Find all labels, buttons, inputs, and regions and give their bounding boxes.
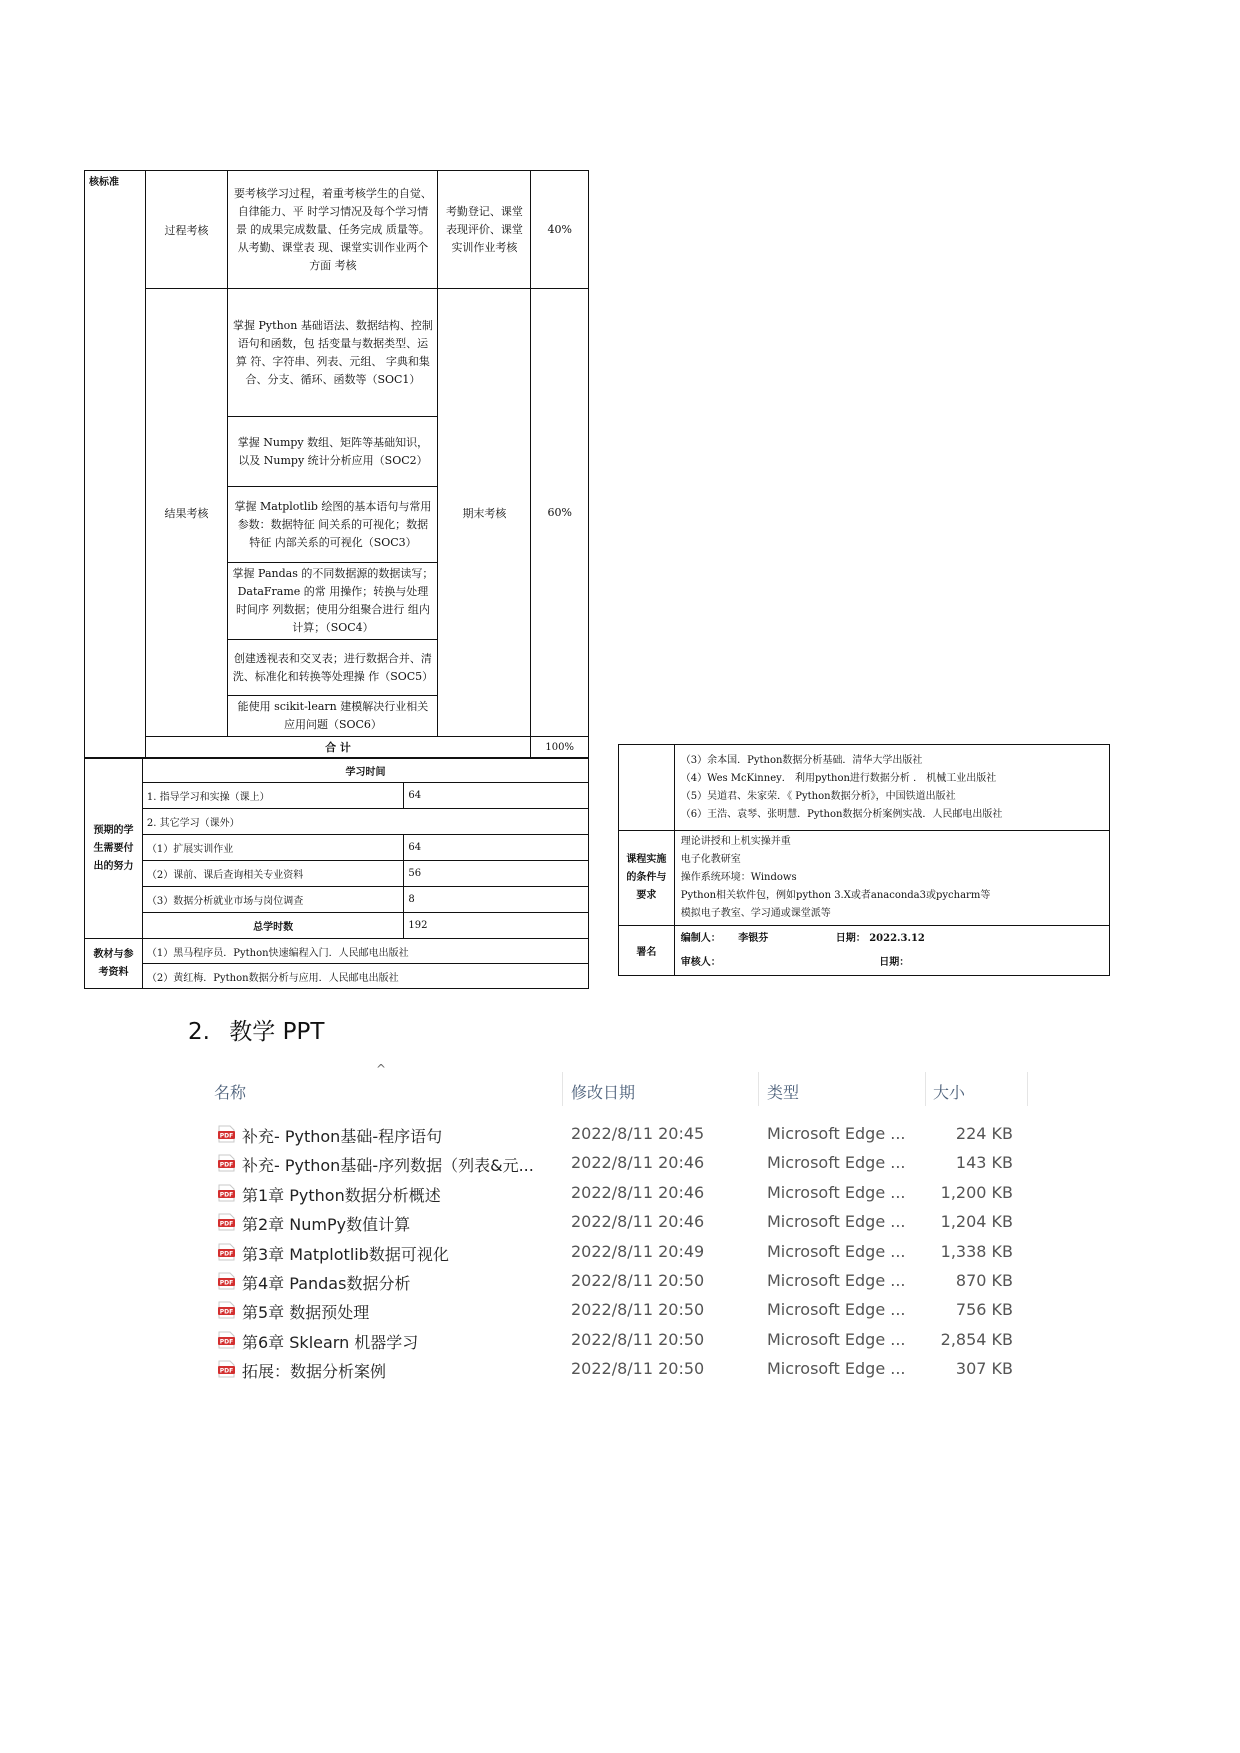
column-header-row bbox=[190, 1060, 1036, 1108]
effort-hours: 64 bbox=[404, 835, 589, 861]
pdf-icon-label: PDF bbox=[219, 1250, 234, 1258]
pdf-file-icon bbox=[218, 1272, 235, 1290]
column-header-size[interactable]: 大小 bbox=[933, 1083, 966, 1102]
file-type: Microsoft Edge ... bbox=[767, 1212, 906, 1232]
sign-label: 署名 bbox=[619, 926, 675, 976]
pdf-file-icon bbox=[218, 1301, 235, 1319]
process-content: 要考核学习过程，着重考核学生的自觉、自律能力、平 时学习情况及每个学习情景 的成果完成数量、任务完成 质量等。从考勤、课堂表 现、课堂实训作业两个方面 考核 bbox=[228, 171, 438, 289]
file-row[interactable] bbox=[190, 1120, 1036, 1149]
file-name: 第6章 Sklearn 机器学习 bbox=[242, 1332, 419, 1352]
file-name: 补充- Python基础-程序语句 bbox=[242, 1127, 443, 1146]
pdf-icon-label: PDF bbox=[219, 1279, 234, 1287]
result-item: 创建透视表和交叉表；进行数据合并、清 洗、标准化和转换等处理操 作（SOC5） bbox=[228, 640, 438, 696]
condition-item: 电子化教研室 bbox=[680, 854, 741, 865]
result-item: 掌握 Python 基础语法、数据结构、控制语句和函数，包 括变量与数据类型、运算 符、字符串、列表、元组、 字典和集合、分支、循环、函数等（SOC1） bbox=[228, 289, 438, 417]
process-label: 过程考核 bbox=[145, 171, 228, 289]
date-value: 2022.3.12 bbox=[869, 932, 925, 944]
column-header-type[interactable]: 类型 bbox=[767, 1083, 800, 1102]
file-row[interactable] bbox=[190, 1149, 1036, 1178]
result-item: 掌握 Numpy 数组、矩阵等基础知识，以及 Numpy 统计分析应用（SOC2） bbox=[228, 417, 438, 487]
file-name: 补充- Python基础-序列数据（列表&元... bbox=[242, 1156, 534, 1176]
condition-item: Python相关软件包，例如python 3.X或者anaconda3或pycharm等 bbox=[680, 890, 991, 901]
column-divider[interactable] bbox=[1027, 1072, 1028, 1106]
condition-item: 理论讲授和上机实操并重 bbox=[680, 836, 791, 847]
references-table bbox=[618, 744, 1110, 976]
materials-label: 教材与参考资料 bbox=[85, 939, 143, 989]
column-header-modified[interactable]: 修改日期 bbox=[571, 1083, 636, 1102]
conditions-label: 课程实施的条件与要求 bbox=[619, 831, 675, 926]
pdf-icon-label: PDF bbox=[219, 1132, 234, 1140]
file-size: 1,338 KB bbox=[940, 1241, 1013, 1261]
sort-ascending-icon: ^ bbox=[376, 1062, 387, 1076]
result-label: 结果考核 bbox=[145, 289, 228, 737]
file-modified: 2022/8/11 20:50 bbox=[571, 1359, 705, 1379]
file-type: Microsoft Edge ... bbox=[767, 1241, 906, 1261]
file-name: 第2章 NumPy数值计算 bbox=[242, 1215, 411, 1235]
material-item: （2）黄红梅．Python数据分析与应用．人民邮电出版社 bbox=[142, 964, 588, 989]
total-label: 合 计 bbox=[145, 737, 531, 758]
file-modified: 2022/8/11 20:45 bbox=[571, 1124, 705, 1143]
file-row[interactable] bbox=[190, 1208, 1036, 1237]
section-heading bbox=[188, 1013, 324, 1046]
author-label: 编制人： bbox=[680, 932, 721, 944]
pdf-icon-label: PDF bbox=[219, 1367, 234, 1375]
assessment-table bbox=[84, 170, 589, 982]
pdf-icon-label: PDF bbox=[219, 1308, 234, 1316]
file-row[interactable] bbox=[190, 1296, 1036, 1325]
file-row[interactable] bbox=[190, 1267, 1036, 1296]
column-divider[interactable] bbox=[758, 1072, 759, 1106]
pdf-icon-label: PDF bbox=[219, 1338, 234, 1346]
file-row[interactable] bbox=[190, 1179, 1036, 1208]
pdf-file-icon bbox=[218, 1154, 235, 1172]
file-type: Microsoft Edge ... bbox=[767, 1153, 906, 1173]
file-size: 1,204 KB bbox=[940, 1212, 1013, 1232]
reference-item: （3）余本国．Python数据分析基础．清华大学出版社 bbox=[680, 754, 923, 766]
column-header-name[interactable]: 名称 bbox=[214, 1083, 247, 1102]
file-type: Microsoft Edge ... bbox=[767, 1182, 906, 1202]
pdf-icon-label: PDF bbox=[219, 1191, 234, 1199]
pdf-file-icon bbox=[218, 1331, 235, 1349]
file-modified: 2022/8/11 20:49 bbox=[571, 1241, 705, 1261]
pdf-icon-label: PDF bbox=[219, 1220, 234, 1228]
reference-item: （5）吴道君、朱家荣．《 Python数据分析》，中国铁道出版社 bbox=[680, 790, 956, 802]
file-name: 第3章 Matplotlib数据可视化 bbox=[242, 1244, 449, 1264]
effort-hours: 8 bbox=[404, 887, 589, 913]
effort-item: （3）数据分析就业市场与岗位调查 bbox=[142, 887, 403, 913]
file-modified: 2022/8/11 20:50 bbox=[571, 1329, 705, 1349]
file-row[interactable] bbox=[190, 1355, 1036, 1384]
file-type: Microsoft Edge ... bbox=[767, 1329, 906, 1349]
column-divider[interactable] bbox=[925, 1072, 926, 1106]
file-size: 1,200 KB bbox=[940, 1182, 1013, 1202]
review-date-label: 日期： bbox=[879, 956, 910, 968]
date-label: 日期： bbox=[835, 932, 866, 944]
file-type: Microsoft Edge ... bbox=[767, 1359, 906, 1379]
file-size: 2,854 KB bbox=[940, 1329, 1013, 1349]
result-item: 能使用 scikit-learn 建模解决行业相关应用问题（SOC6） bbox=[228, 696, 438, 737]
file-size: 307 KB bbox=[955, 1359, 1013, 1379]
file-modified: 2022/8/11 20:46 bbox=[571, 1182, 705, 1202]
effort-item: 1. 指导学习和实操（课上） bbox=[142, 783, 403, 809]
file-explorer bbox=[190, 1060, 1036, 1410]
process-method: 考勤登记、课堂表现评价、课堂实训作业考核 bbox=[438, 171, 531, 289]
column-divider[interactable] bbox=[562, 1072, 563, 1106]
pdf-icon-label: PDF bbox=[219, 1161, 234, 1169]
author-line bbox=[681, 930, 1103, 948]
section-title: 教学 PPT bbox=[229, 1019, 325, 1045]
effort-item: 2. 其它学习（课外） bbox=[142, 809, 588, 835]
result-item: 掌握 Pandas 的不同数据源的数据读写；DataFrame 的常 用操作；转换与处理时间序 列数据；使用分组聚合进行 组内计算；（SOC4） bbox=[228, 563, 438, 640]
file-type: Microsoft Edge ... bbox=[767, 1124, 906, 1143]
result-method: 期末考核 bbox=[438, 289, 531, 737]
reviewer-line bbox=[681, 954, 1103, 972]
reviewer-label: 审核人： bbox=[680, 956, 721, 968]
file-modified: 2022/8/11 20:46 bbox=[571, 1212, 705, 1232]
reference-item: （4）Wes McKinney． 利用python进行数据分析 ． 机械工业出版社 bbox=[680, 772, 997, 784]
process-weight: 40% bbox=[531, 171, 589, 289]
pdf-file-icon bbox=[218, 1360, 235, 1378]
result-item: 掌握 Matplotlib 绘图的基本语句与常用参数：数据特征 间关系的可视化；数据特征 内部关系的可视化（SOC3） bbox=[228, 487, 438, 563]
pdf-file-icon bbox=[218, 1184, 235, 1202]
file-type: Microsoft Edge ... bbox=[767, 1300, 906, 1320]
section-number: 2. bbox=[188, 1019, 210, 1045]
file-name: 拓展：数据分析案例 bbox=[242, 1362, 387, 1382]
file-row[interactable] bbox=[190, 1326, 1036, 1355]
file-size: 143 KB bbox=[955, 1153, 1013, 1173]
effort-item: （1）扩展实训作业 bbox=[142, 835, 403, 861]
effort-item: （2）课前、课后查询相关专业资料 bbox=[142, 861, 403, 887]
effort-hours: 64 bbox=[404, 783, 589, 809]
effort-total-hours: 192 bbox=[404, 913, 589, 939]
author-name: 李银芬 bbox=[738, 932, 769, 944]
criteria-label: 核标准 bbox=[85, 171, 146, 758]
file-name: 第4章 Pandas数据分析 bbox=[242, 1274, 411, 1293]
total-weight: 100% bbox=[531, 737, 589, 758]
pdf-file-icon bbox=[218, 1125, 235, 1143]
material-item: （1）黑马程序员．Python快速编程入门．人民邮电出版社 bbox=[142, 939, 588, 964]
file-row[interactable] bbox=[190, 1238, 1036, 1267]
file-modified: 2022/8/11 20:50 bbox=[571, 1300, 705, 1320]
effort-hours: 56 bbox=[404, 861, 589, 887]
file-size: 870 KB bbox=[955, 1271, 1013, 1290]
file-modified: 2022/8/11 20:50 bbox=[571, 1271, 705, 1290]
file-modified: 2022/8/11 20:46 bbox=[571, 1153, 705, 1173]
effort-label: 预期的学生需要付出的努力 bbox=[85, 759, 143, 939]
pdf-file-icon bbox=[218, 1213, 235, 1231]
condition-item: 模拟电子教室、学习通或课堂派等 bbox=[680, 908, 831, 919]
condition-item: 操作系统环境：Windows bbox=[680, 872, 797, 883]
pdf-file-icon bbox=[218, 1243, 235, 1261]
reference-item: （6）王浩、袁琴、张明慧．Python数据分析案例实战．人民邮电出版社 bbox=[680, 808, 1003, 820]
file-name: 第5章 数据预处理 bbox=[242, 1303, 370, 1323]
result-weight: 60% bbox=[531, 289, 589, 737]
effort-total-label: 总学时数 bbox=[142, 913, 403, 939]
file-type: Microsoft Edge ... bbox=[767, 1271, 906, 1290]
file-name: 第1章 Python数据分析概述 bbox=[242, 1185, 441, 1205]
file-size: 224 KB bbox=[955, 1124, 1013, 1143]
refs-empty-cell bbox=[619, 745, 675, 831]
effort-header: 学习时间 bbox=[142, 759, 588, 783]
file-size: 756 KB bbox=[955, 1300, 1013, 1320]
